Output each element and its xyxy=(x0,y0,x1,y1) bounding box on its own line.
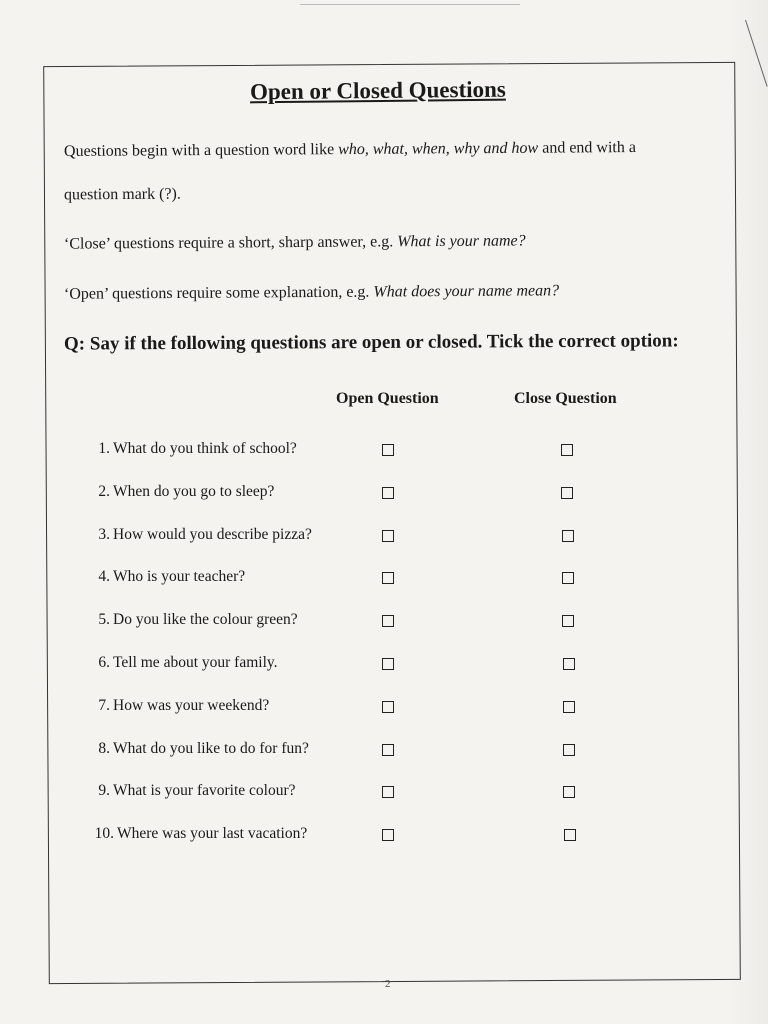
open-definition-text: ‘Open’ questions require some explanation, e.g. xyxy=(63,283,370,303)
question-number: 2. xyxy=(98,482,110,500)
question-number: 1. xyxy=(98,440,110,457)
question-row xyxy=(0,611,768,631)
open-checkbox[interactable] xyxy=(382,530,394,542)
page-number: 2 xyxy=(385,978,391,990)
close-example: What is your name? xyxy=(397,232,526,251)
question-row xyxy=(0,825,768,845)
intro-question-words: who, what, when, why and how xyxy=(338,139,539,159)
question-text: When do you go to sleep? xyxy=(113,482,275,500)
intro-line-2: question mark (?). xyxy=(63,185,181,204)
close-definition xyxy=(64,232,526,253)
open-column-header: Open Question xyxy=(336,390,439,407)
close-checkbox[interactable] xyxy=(563,658,575,670)
close-checkbox[interactable] xyxy=(562,615,574,627)
scan-artifact xyxy=(300,4,520,5)
open-checkbox[interactable] xyxy=(382,615,394,627)
open-example: What does your name mean? xyxy=(373,282,560,301)
question-number: 9. xyxy=(98,782,110,800)
question-row xyxy=(0,483,768,503)
question-text: What do you like to do for fun? xyxy=(113,739,309,757)
open-checkbox[interactable] xyxy=(382,829,394,841)
question-text: What is your favorite colour? xyxy=(113,782,296,800)
question-number: 7. xyxy=(98,696,110,714)
question-number: 6. xyxy=(98,654,110,671)
question-number: 5. xyxy=(98,611,110,629)
close-checkbox[interactable] xyxy=(561,487,573,499)
question-row xyxy=(0,526,768,546)
question-row xyxy=(0,740,768,760)
open-checkbox[interactable] xyxy=(382,572,394,584)
close-checkbox[interactable] xyxy=(562,530,574,542)
question-row xyxy=(0,568,768,588)
question-row xyxy=(0,654,768,674)
close-checkbox[interactable] xyxy=(562,572,574,584)
question-text: What do you think of school? xyxy=(113,440,297,457)
question-number: 3. xyxy=(98,525,110,543)
close-checkbox[interactable] xyxy=(563,701,575,713)
intro-line-1-prefix: Questions begin with a question word like xyxy=(63,141,335,160)
question-text: How was your weekend? xyxy=(113,696,270,714)
open-definition xyxy=(64,282,559,303)
question-text: How would you describe pizza? xyxy=(113,525,312,543)
intro-line-1-suffix: and end with a xyxy=(542,139,637,157)
question-text: Where was your last vacation? xyxy=(117,825,308,843)
close-definition-text: ‘Close’ questions require a short, sharp answer, e.g. xyxy=(63,233,394,253)
question-number: 4. xyxy=(98,568,110,586)
open-checkbox[interactable] xyxy=(382,701,394,713)
question-text: Tell me about your family. xyxy=(113,654,278,671)
question-row xyxy=(0,697,768,717)
close-checkbox[interactable] xyxy=(564,829,576,841)
open-checkbox[interactable] xyxy=(382,744,394,756)
close-checkbox[interactable] xyxy=(563,786,575,798)
question-number: 10. xyxy=(94,825,114,843)
question-number: 8. xyxy=(98,739,110,757)
page-title: Open or Closed Questions xyxy=(249,76,506,105)
close-column-header: Close Question xyxy=(514,390,617,407)
question-text: Do you like the colour green? xyxy=(113,611,298,629)
question-row xyxy=(0,440,768,460)
close-checkbox[interactable] xyxy=(563,744,575,756)
instruction-heading: Q: Say if the following questions are open or closed. Tick the correct option: xyxy=(63,330,679,355)
close-checkbox[interactable] xyxy=(561,444,573,456)
open-checkbox[interactable] xyxy=(382,487,394,499)
open-checkbox[interactable] xyxy=(382,444,394,456)
question-text: Who is your teacher? xyxy=(113,568,246,586)
open-checkbox[interactable] xyxy=(382,658,394,670)
open-checkbox[interactable] xyxy=(382,786,394,798)
question-row xyxy=(0,782,768,802)
